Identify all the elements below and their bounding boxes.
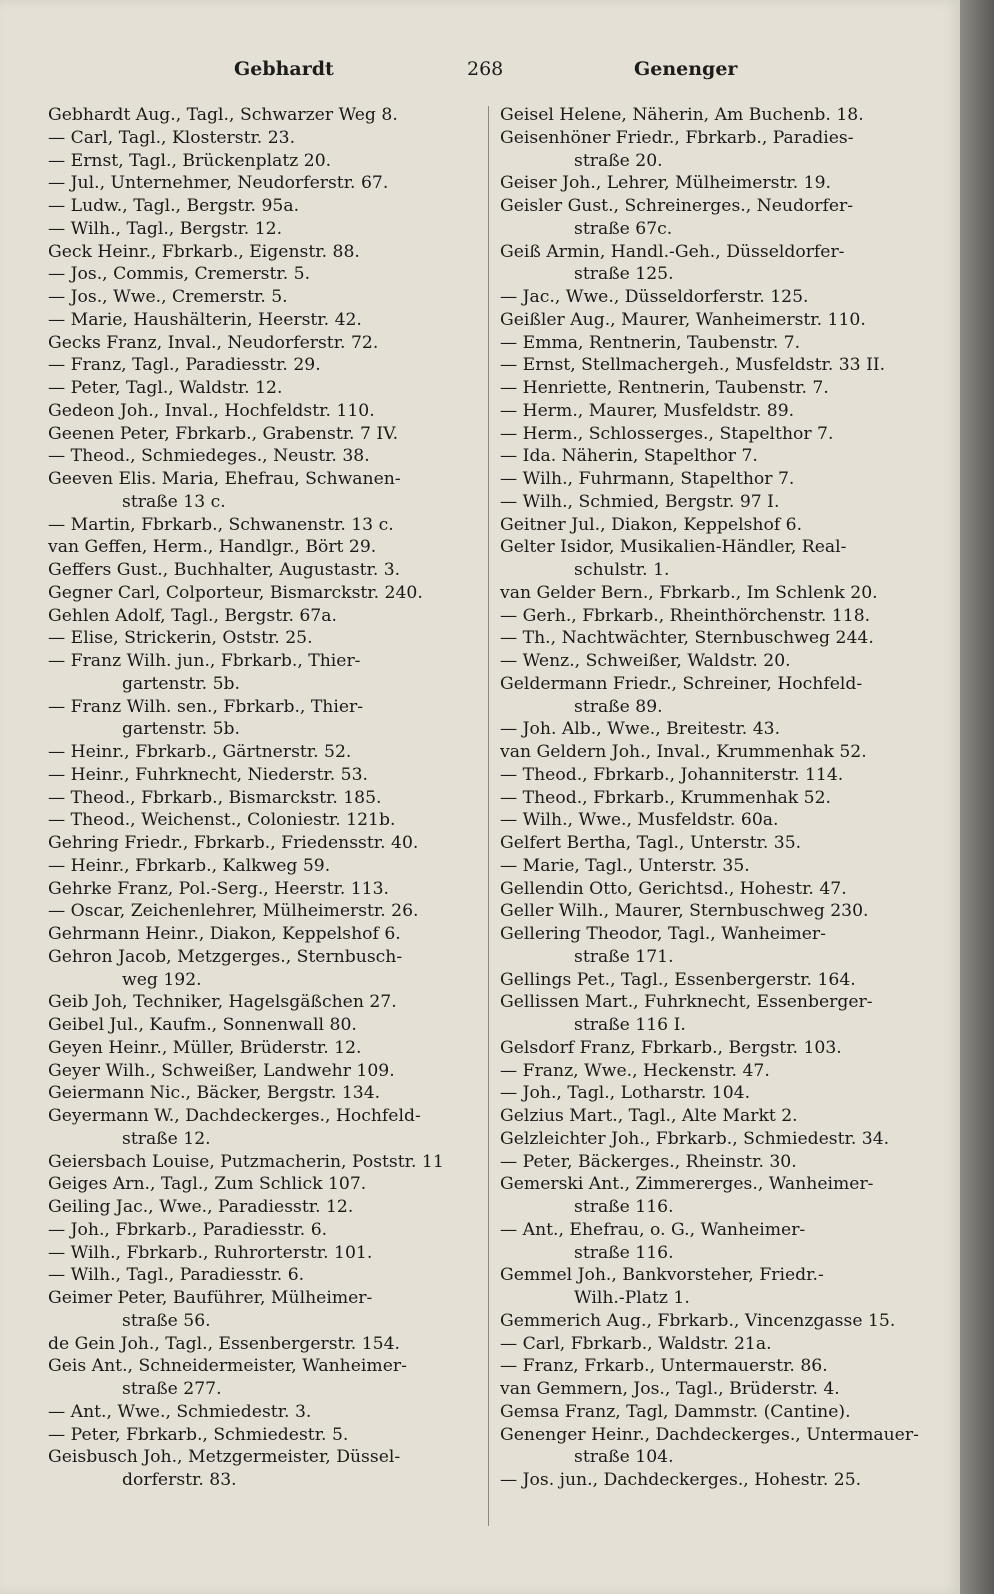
- directory-entry: — Jul., Unternehmer, Neudorferstr. 67.: [48, 173, 389, 194]
- directory-entry: Geyen Heinr., Müller, Brüderstr. 12.: [48, 1037, 362, 1058]
- right-column: [500, 104, 920, 1492]
- directory-entry: — Wilh., Tagl., Bergstr. 12.: [48, 218, 283, 239]
- directory-entry: — Ernst, Stellmachergeh., Musfeldstr. 33 II.: [500, 355, 886, 376]
- directory-entry: — Franz Wilh. sen., Fbrkarb., Thier-: [48, 696, 364, 717]
- directory-entry: Gegner Carl, Colporteur, Bismarckstr. 240.: [48, 582, 423, 603]
- directory-entry: — Peter, Bäckerges., Rheinstr. 30.: [500, 1151, 797, 1172]
- directory-entry: — Franz Wilh. jun., Fbrkarb., Thier-: [48, 651, 361, 671]
- directory-entry: — Joh. Alb., Wwe., Breitestr. 43.: [500, 719, 781, 740]
- directory-entry: Geiersbach Louise, Putzmacherin, Poststr. 11: [48, 1151, 444, 1172]
- directory-entry: Gellendin Otto, Gerichtsd., Hohestr. 47.: [500, 878, 847, 899]
- directory-entry: — Theod., Weichenst., Coloniestr. 121b.: [48, 810, 396, 831]
- directory-entry: Geiermann Nic., Bäcker, Bergstr. 134.: [48, 1083, 381, 1104]
- directory-entry: — Joh., Fbrkarb., Paradiesstr. 6.: [48, 1219, 328, 1240]
- entry-continuation: straße 277.: [122, 1379, 222, 1399]
- directory-entry: Gelzius Mart., Tagl., Alte Markt 2.: [500, 1106, 798, 1126]
- directory-entry: — Peter, Fbrkarb., Schmiedestr. 5.: [48, 1424, 349, 1445]
- directory-entry: Genenger Heinr., Dachdeckerges., Untermauer-: [500, 1424, 919, 1445]
- directory-entry: Gellering Theodor, Tagl., Wanheimer-: [500, 924, 826, 944]
- directory-entry: Gebhardt Aug., Tagl., Schwarzer Weg 8.: [48, 105, 398, 125]
- directory-entry: — Jos., Wwe., Cremerstr. 5.: [48, 287, 288, 307]
- directory-entry: van Geffen, Herm., Handlgr., Bört 29.: [48, 537, 377, 558]
- directory-entry: — Herm., Maurer, Musfeldstr. 89.: [500, 400, 795, 421]
- directory-entry: Geiges Arn., Tagl., Zum Schlick 107.: [48, 1174, 367, 1195]
- entry-continuation: weg 192.: [122, 969, 202, 990]
- directory-entry: — Emma, Rentnerin, Taubenstr. 7.: [500, 332, 801, 353]
- directory-entry: Geeven Elis. Maria, Ehefrau, Schwanen-: [48, 469, 401, 489]
- page-header: [0, 58, 960, 88]
- directory-entry: Geenen Peter, Fbrkarb., Grabenstr. 7 IV.: [48, 423, 399, 444]
- header-first-entry: Gebhardt: [234, 58, 334, 80]
- directory-entry: — Ernst, Tagl., Brückenplatz 20.: [48, 150, 332, 171]
- entry-continuation: straße 89.: [574, 696, 663, 717]
- directory-entry: — Carl, Tagl., Klosterstr. 23.: [48, 127, 296, 148]
- entry-continuation: straße 13 c.: [122, 491, 226, 512]
- directory-entry: Gehring Friedr., Fbrkarb., Friedensstr. 40.: [48, 833, 419, 853]
- directory-entry: — Ludw., Tagl., Bergstr. 95a.: [48, 196, 300, 216]
- directory-entry: Geldermann Friedr., Schreiner, Hochfeld-: [500, 673, 863, 694]
- directory-entry: van Geldern Joh., Inval., Krummenhak 52.: [500, 742, 867, 762]
- directory-entry: Geisler Gust., Schreinerges., Neudorfer-: [500, 196, 854, 216]
- directory-entry: Geisbusch Joh., Metzgermeister, Düssel-: [48, 1447, 401, 1468]
- directory-entry: Geißler Aug., Maurer, Wanheimerstr. 110.: [500, 309, 866, 330]
- entry-continuation: straße 20.: [574, 150, 663, 171]
- directory-entry: Geck Heinr., Fbrkarb., Eigenstr. 88.: [48, 241, 360, 262]
- directory-entry: — Gerh., Fbrkarb., Rheinthörchenstr. 118.: [500, 605, 871, 626]
- directory-entry: — Martin, Fbrkarb., Schwanenstr. 13 c.: [48, 514, 394, 535]
- directory-entry: Geimer Peter, Bauführer, Mülheimer-: [48, 1288, 373, 1308]
- directory-entry: Geiling Jac., Wwe., Paradiesstr. 12.: [48, 1197, 354, 1217]
- directory-entry: Gellissen Mart., Fuhrknecht, Essenberger-: [500, 992, 873, 1013]
- directory-entry: — Herm., Schlosserges., Stapelthor 7.: [500, 423, 834, 444]
- directory-entry: — Franz, Wwe., Heckenstr. 47.: [500, 1060, 770, 1081]
- directory-entry: — Theod., Fbrkarb., Krummenhak 52.: [500, 787, 832, 808]
- directory-entry: — Marie, Haushälterin, Heerstr. 42.: [48, 309, 362, 330]
- directory-entry: Geib Joh, Techniker, Hagelsgäßchen 27.: [48, 992, 397, 1013]
- entry-continuation: gartenstr. 5b.: [122, 719, 240, 740]
- directory-entry: — Wilh., Wwe., Musfeldstr. 60a.: [500, 810, 779, 831]
- entry-continuation: straße 104.: [574, 1447, 674, 1468]
- directory-entry: — Ida. Näherin, Stapelthor 7.: [500, 446, 758, 467]
- entry-continuation: straße 116 I.: [574, 1015, 686, 1035]
- directory-entry: Gedeon Joh., Inval., Hochfeldstr. 110.: [48, 400, 375, 421]
- directory-entry: Gemerski Ant., Zimmererges., Wanheimer-: [500, 1174, 874, 1195]
- directory-entry: — Ant., Wwe., Schmiedestr. 3.: [48, 1401, 312, 1422]
- entry-continuation: straße 116.: [574, 1197, 674, 1217]
- directory-entry: — Heinr., Fuhrknecht, Niederstr. 53.: [48, 764, 368, 785]
- directory-entry: — Franz, Tagl., Paradiesstr. 29.: [48, 355, 321, 376]
- directory-entry: Gehrke Franz, Pol.-Serg., Heerstr. 113.: [48, 878, 390, 899]
- directory-entry: Geisenhöner Friedr., Fbrkarb., Paradies-: [500, 127, 854, 148]
- directory-entry: — Henriette, Rentnerin, Taubenstr. 7.: [500, 378, 829, 398]
- directory-entry: Geffers Gust., Buchhalter, Augustastr. 3.: [48, 560, 401, 580]
- directory-entry: — Joh., Tagl., Lotharstr. 104.: [500, 1083, 751, 1104]
- directory-entry: van Gemmern, Jos., Tagl., Brüderstr. 4.: [500, 1379, 840, 1399]
- directory-entry: — Heinr., Fbrkarb., Kalkweg 59.: [48, 855, 331, 876]
- directory-entry: — Wilh., Fbrkarb., Ruhrorterstr. 101.: [48, 1242, 373, 1263]
- directory-entry: — Wenz., Schweißer, Waldstr. 20.: [500, 651, 791, 671]
- directory-entry: Gellings Pet., Tagl., Essenbergerstr. 164.: [500, 969, 856, 990]
- directory-entry: — Heinr., Fbrkarb., Gärtnerstr. 52.: [48, 742, 352, 762]
- entry-continuation: straße 12.: [122, 1128, 211, 1149]
- directory-entry: Geiß Armin, Handl.-Geh., Düsseldorfer-: [500, 241, 845, 262]
- entry-continuation: straße 56.: [122, 1310, 211, 1331]
- directory-entry: Gemsa Franz, Tagl, Dammstr. (Cantine).: [500, 1401, 851, 1422]
- entry-continuation: straße 125.: [574, 264, 674, 285]
- entry-continuation: straße 171.: [574, 946, 674, 967]
- page-edge: [960, 0, 994, 1594]
- directory-entry: — Peter, Tagl., Waldstr. 12.: [48, 378, 283, 398]
- directory-entry: — Jos., Commis, Cremerstr. 5.: [48, 264, 311, 285]
- directory-entry: — Jac., Wwe., Düsseldorferstr. 125.: [500, 287, 809, 307]
- directory-entry: — Theod., Fbrkarb., Johanniterstr. 114.: [500, 764, 844, 785]
- directory-entry: Geller Wilh., Maurer, Sternbuschweg 230.: [500, 901, 869, 922]
- directory-entry: — Ant., Ehefrau, o. G., Wanheimer-: [500, 1219, 806, 1240]
- directory-entry: Geibel Jul., Kaufm., Sonnenwall 80.: [48, 1015, 357, 1035]
- directory-entry: Geiser Joh., Lehrer, Mülheimerstr. 19.: [500, 173, 831, 194]
- directory-entry: — Wilh., Schmied, Bergstr. 97 I.: [500, 491, 780, 512]
- entry-continuation: straße 67c.: [574, 218, 673, 239]
- directory-entry: Gehlen Adolf, Tagl., Bergstr. 67a.: [48, 605, 337, 626]
- directory-entry: — Elise, Strickerin, Oststr. 25.: [48, 628, 313, 649]
- directory-entry: — Jos. jun., Dachdeckerges., Hohestr. 25.: [500, 1470, 862, 1490]
- entry-continuation: straße 116.: [574, 1242, 674, 1263]
- directory-entry: Gehrmann Heinr., Diakon, Keppelshof 6.: [48, 924, 401, 944]
- directory-entry: Gehron Jacob, Metzgerges., Sternbusch-: [48, 946, 403, 967]
- column-divider: [488, 106, 489, 1526]
- left-column: [48, 104, 468, 1492]
- entry-continuation: Wilh.-Platz 1.: [574, 1288, 690, 1308]
- directory-entry: de Gein Joh., Tagl., Essenbergerstr. 154.: [48, 1333, 400, 1354]
- entry-continuation: gartenstr. 5b.: [122, 673, 240, 694]
- directory-entry: van Gelder Bern., Fbrkarb., Im Schlenk 20.: [500, 582, 878, 603]
- directory-entry: — Wilh., Fuhrmann, Stapelthor 7.: [500, 469, 795, 489]
- directory-entry: Gemmerich Aug., Fbrkarb., Vincenzgasse 15.: [500, 1310, 896, 1331]
- page-number: 268: [467, 58, 504, 80]
- entry-continuation: schulstr. 1.: [574, 560, 670, 580]
- directory-entry: — Carl, Fbrkarb., Waldstr. 21a.: [500, 1333, 772, 1354]
- directory-entry: — Oscar, Zeichenlehrer, Mülheimerstr. 26.: [48, 901, 419, 922]
- directory-entry: — Th., Nachtwächter, Sternbuschweg 244.: [500, 628, 874, 649]
- directory-entry: Gelsdorf Franz, Fbrkarb., Bergstr. 103.: [500, 1037, 842, 1058]
- directory-entry: Geis Ant., Schneidermeister, Wanheimer-: [48, 1356, 407, 1377]
- directory-entry: — Marie, Tagl., Unterstr. 35.: [500, 855, 750, 876]
- directory-entry: Gecks Franz, Inval., Neudorferstr. 72.: [48, 332, 379, 353]
- directory-entry: — Theod., Schmiedeges., Neustr. 38.: [48, 446, 370, 467]
- header-last-entry: Genenger: [634, 58, 738, 80]
- directory-entry: Geitner Jul., Diakon, Keppelshof 6.: [500, 514, 803, 535]
- directory-entry: Gelter Isidor, Musikalien-Händler, Real-: [500, 537, 847, 558]
- directory-entry: Gelzleichter Joh., Fbrkarb., Schmiedestr. 34.: [500, 1128, 890, 1149]
- directory-entry: Gelfert Bertha, Tagl., Unterstr. 35.: [500, 833, 802, 853]
- directory-entry: — Franz, Frkarb., Untermauerstr. 86.: [500, 1356, 828, 1377]
- entry-continuation: dorferstr. 83.: [122, 1470, 237, 1490]
- directory-entry: Geisel Helene, Näherin, Am Buchenb. 18.: [500, 105, 864, 125]
- directory-entry: — Wilh., Tagl., Paradiesstr. 6.: [48, 1265, 305, 1286]
- directory-entry: Geyermann W., Dachdeckerges., Hochfeld-: [48, 1106, 421, 1126]
- directory-entry: — Theod., Fbrkarb., Bismarckstr. 185.: [48, 787, 382, 808]
- directory-entry: Geyer Wilh., Schweißer, Landwehr 109.: [48, 1060, 395, 1081]
- directory-entry: Gemmel Joh., Bankvorsteher, Friedr.-: [500, 1265, 824, 1286]
